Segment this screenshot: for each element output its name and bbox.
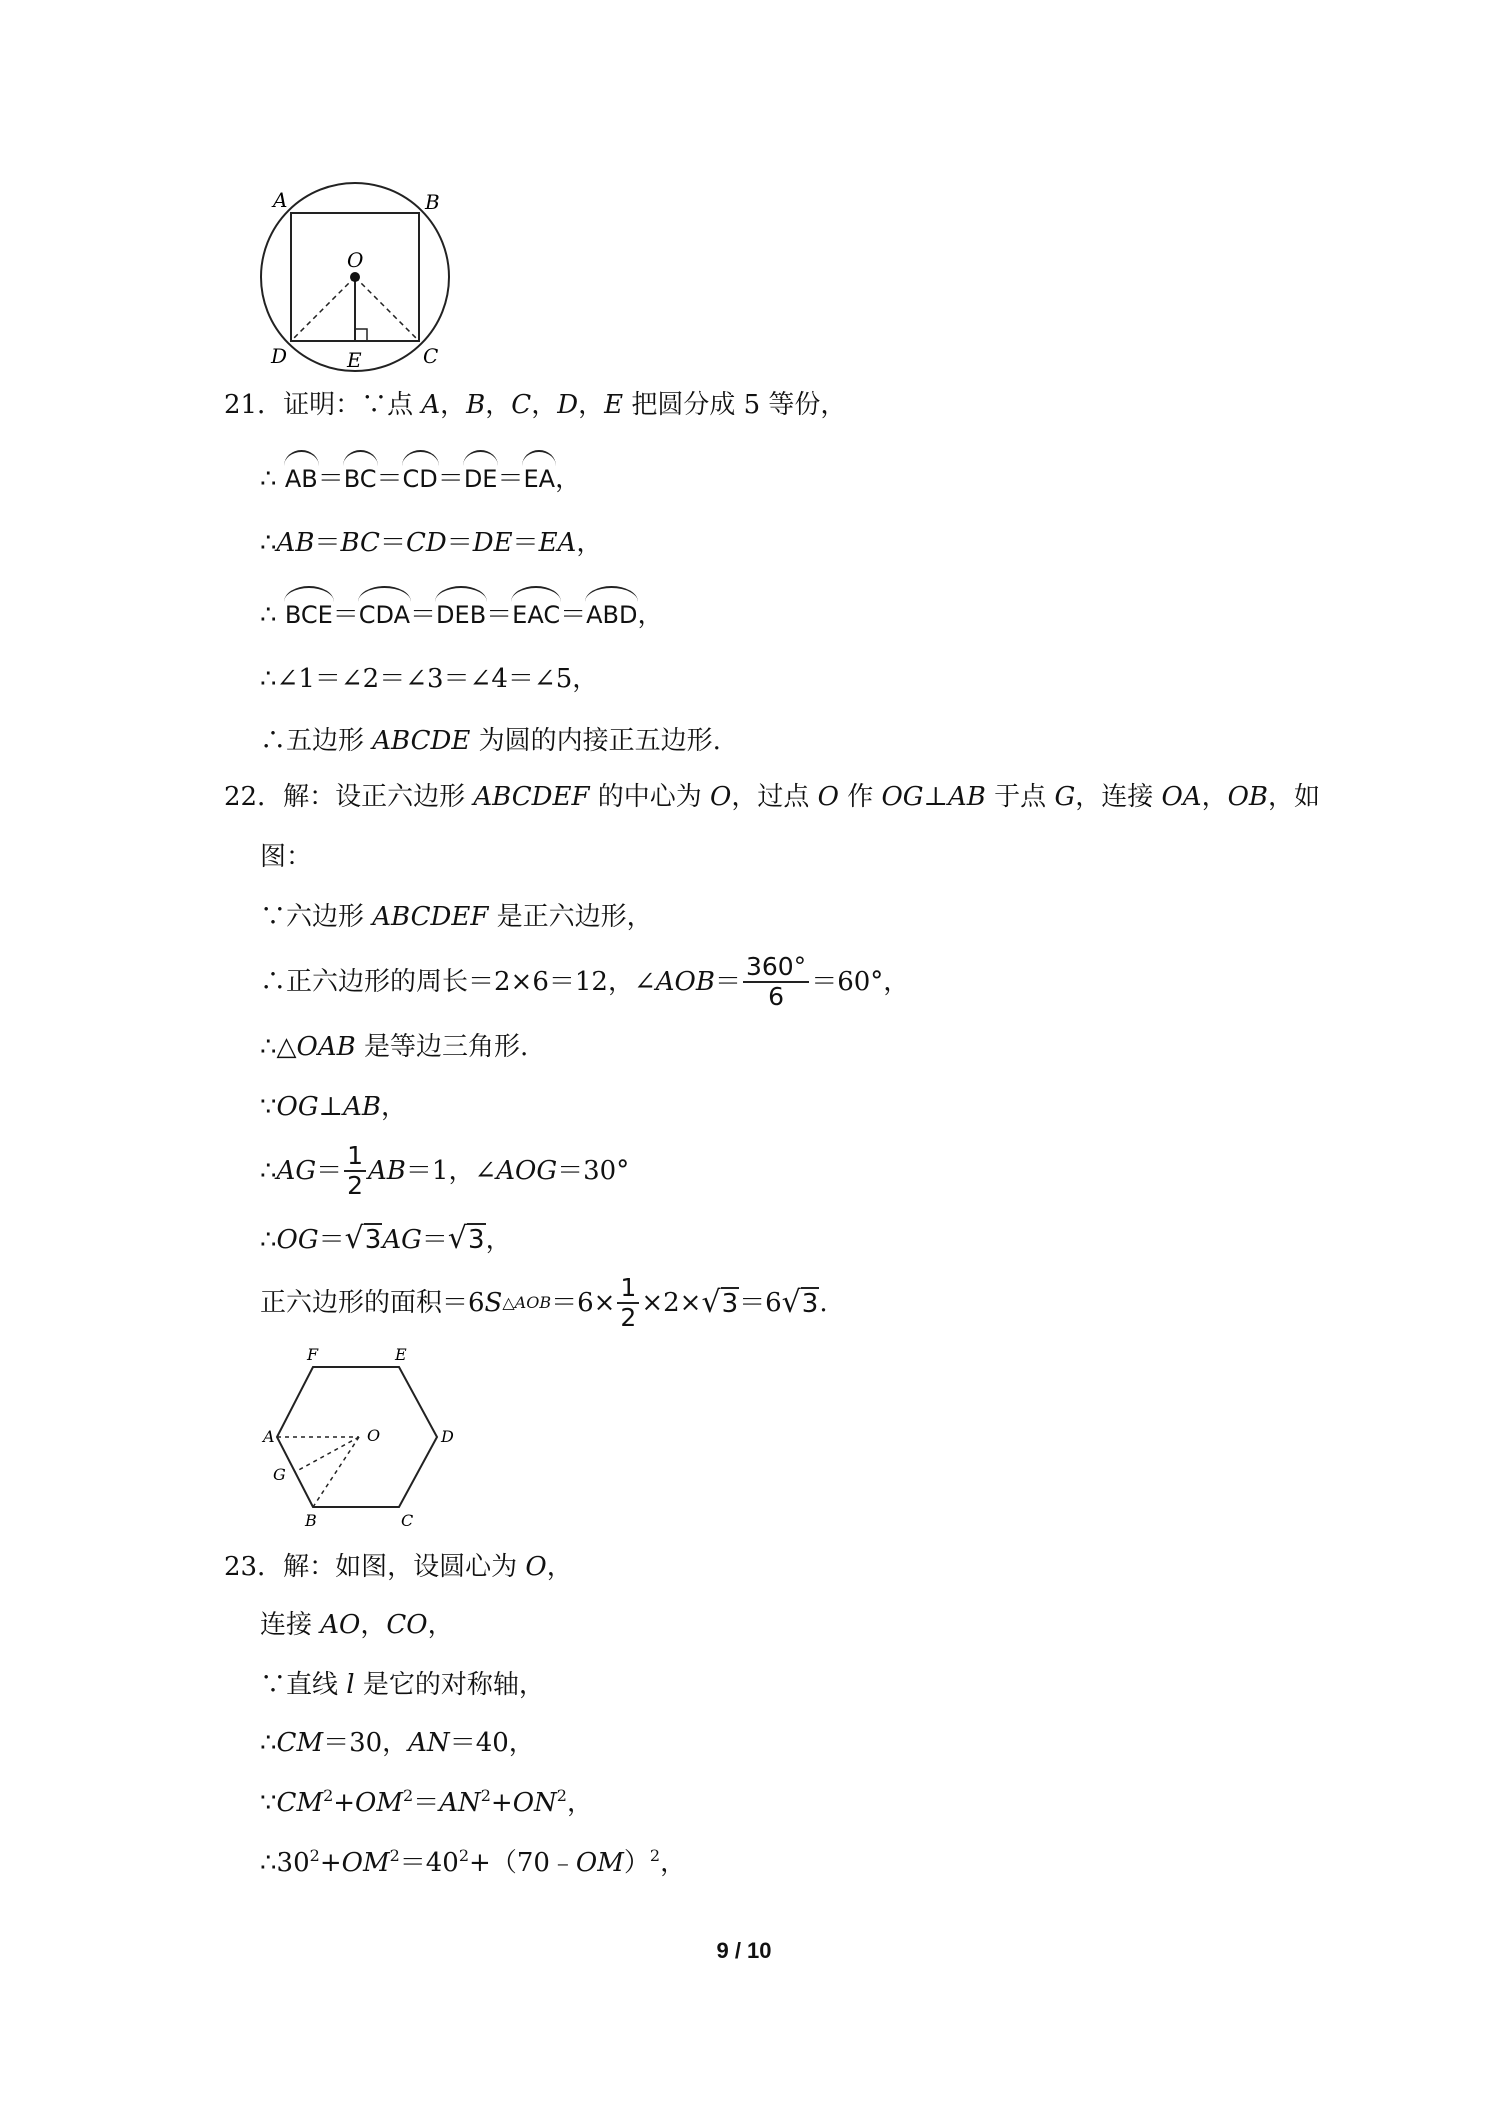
label-O: O: [347, 248, 364, 272]
q22-line2: 图：: [260, 842, 313, 872]
label-G: G: [273, 1465, 286, 1484]
sqrt-3: √3: [447, 1221, 485, 1256]
q23-line3: ∵直线 l 是它的对称轴，: [260, 1670, 545, 1700]
label-A: A: [263, 1427, 275, 1446]
label-C: C: [423, 344, 439, 368]
label-O: O: [367, 1426, 381, 1445]
arc-bce: BCE: [285, 594, 333, 632]
fraction-one-half: $\frac{1}{2}$: [617, 1274, 639, 1332]
arc-cda: CDA: [359, 594, 410, 632]
label-F: F: [307, 1348, 319, 1364]
q22-line7: ∴ AG ＝ $\frac{1}{2}$ AB ＝1，∠ AOG ＝30°: [260, 1141, 630, 1200]
arc-cd: CD: [403, 458, 438, 496]
q23-line6: $\therefore 30^2+OM^2=40^2+(70﹣OM)^2$，: [260, 1846, 687, 1878]
arc-de: DE: [464, 458, 498, 496]
q22-line8: ∴OG＝√3AG＝√3，: [260, 1221, 512, 1256]
arc-abd: ABD: [586, 594, 637, 632]
arc-eac: EAC: [512, 594, 560, 632]
q22-line4: ∴正六边形的周长＝2×6＝12，∠ AOB ＝ $\frac{360^\circ}{6}$ ＝60°，: [260, 952, 910, 1011]
figure-circle-square: [255, 175, 475, 375]
label-D: D: [271, 344, 288, 368]
arc-ab: AB: [285, 458, 318, 496]
label-E: E: [395, 1348, 407, 1364]
q21-line3: ∴AB＝BC＝CD＝DE＝EA，: [260, 528, 603, 558]
label-B: B: [425, 190, 440, 214]
label-E: E: [347, 348, 362, 372]
q23-line2: 连接 AO，CO，: [260, 1610, 454, 1640]
label-A: A: [273, 188, 288, 212]
sqrt-3: √3: [781, 1284, 819, 1320]
q23-line1: 23．解：如图，设圆心为 O，: [224, 1552, 573, 1582]
q22-line3: ∵六边形 ABCDEF 是正六边形，: [260, 902, 653, 932]
q21-line5: ∴∠1＝∠2＝∠3＝∠4＝∠5，: [260, 664, 599, 694]
sqrt-3: √3: [344, 1221, 382, 1256]
q21-line6: ∴五边形 ABCDE 为圆的内接正五边形.: [260, 726, 721, 756]
q21-line2: ∴ AB＝BC＝CD＝DE＝EA，: [260, 458, 581, 496]
arc-ea: EA: [523, 458, 555, 496]
figure-hexagon: [255, 1348, 475, 1528]
q23-line4: ∴CM＝30，AN＝40，: [260, 1728, 535, 1758]
q21-line1: 21．证明：∵点 A，B，C，D，E 把圆分成 5 等份，: [224, 390, 847, 420]
label-B: B: [305, 1511, 317, 1528]
q22-line5: ∴△OAB 是等边三角形.: [260, 1032, 529, 1062]
label-D: D: [441, 1427, 454, 1446]
arc-bc: BC: [344, 458, 377, 496]
q22-line9: 正六边形的面积＝6 S △AOB ＝6× $\frac{1}{2}$ ×2× √3 ＝6 √3 .: [260, 1273, 828, 1332]
page-number: 9 / 10: [716, 1938, 772, 1963]
q22-line1: 22．解：设正六边形 ABCDEF 的中心为 O，过点 O 作 OG⊥AB 于点 G，连接 OA，OB，如: [224, 782, 1321, 812]
fraction-one-half: $\frac{1}{2}$: [344, 1142, 366, 1200]
arc-deb: DEB: [436, 594, 486, 632]
sqrt-3: √3: [701, 1284, 739, 1320]
fraction-360-over-6: $\frac{360^\circ}{6}$: [743, 953, 809, 1011]
q22-line6: ∵OG⊥AB，: [260, 1092, 407, 1122]
q23-line5: $\because CM^2+OM^2=AN^2+ON^2$，: [260, 1786, 593, 1818]
q21-line4: ∴ BCE＝CDA＝DEB＝EAC＝ABD，: [260, 594, 664, 632]
label-C: C: [401, 1511, 414, 1528]
